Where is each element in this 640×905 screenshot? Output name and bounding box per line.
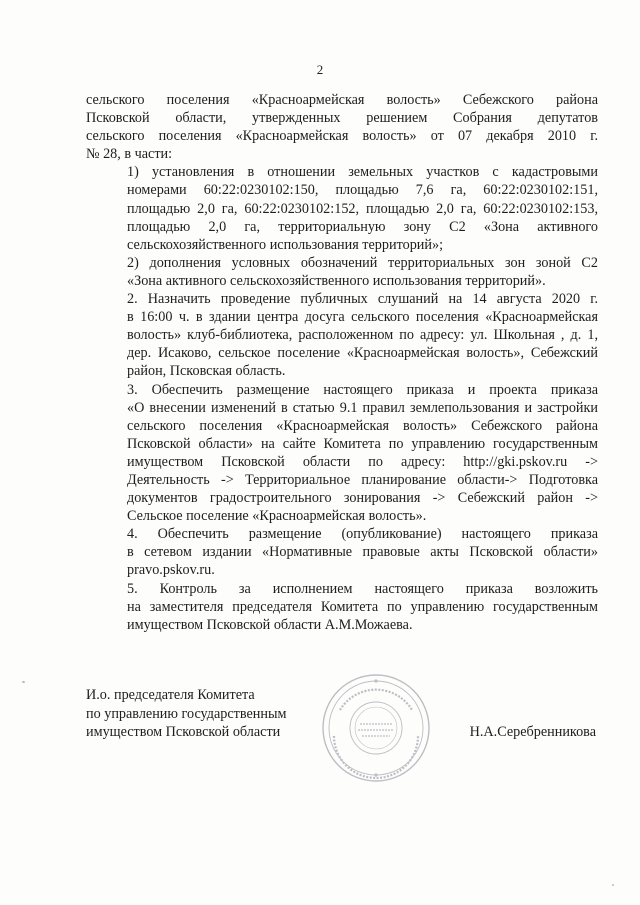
text-line: Псковской области, утвержденных решением Собрания депутатов [86,110,598,127]
text-line: в сетевом издании «Нормативные правовые акты Псковской области» [127,544,598,561]
text-line: дер. Исаково, сельское поселение «Красноармейская волость», Себежский [127,345,598,362]
paragraph [86,254,598,290]
text-line: сельскохозяйственного использования территорий»; [127,236,444,253]
text-line: 2. Назначить проведение публичных слушаний на 14 августа 2020 г. [127,291,598,308]
page-number: 2 [316,62,324,77]
signature-block [86,686,598,806]
paragraph [86,381,598,526]
text-line: площадью 2,0 га, территориальную зону С2 «Зона активного [127,218,598,235]
text-line: волость» клуб-библиотека, расположенном по адресу: ул. Школьная , д. 1, [127,327,598,344]
text-line: документов градостроительного зонирования -> Себежский район -> [127,490,598,507]
text-line: сельского поселения «Красноармейская волость» Себежского района [86,92,598,108]
text-line: № 28, в части: [86,146,173,163]
text-line: площадью 2,0 га, 60:22:0230102:152, площадью 2,0 га, 60:22:0230102:153, [127,200,598,217]
document-body [86,91,598,634]
text-line: «О внесении изменений в статью 9.1 правил землепользования и застройки [127,399,598,416]
text-line: на заместителя председателя Комитета по управлению государственным [127,598,598,615]
text-line: район, Псковская область. [127,363,286,380]
text-line: 3. Обеспечить размещение настоящего приказа и проекта приказа [127,381,598,398]
text-line: 5. Контроль за исполнением настоящего приказа возложить [127,580,598,597]
seal-stamp-icon [320,672,432,784]
paragraph [86,580,598,634]
position-line: имуществом Псковской области [86,724,281,740]
text-line: Деятельность -> Территориальное планирование области-> Подготовка [127,471,598,488]
text-line: «Зона активного сельскохозяйственного использования территорий». [127,272,546,289]
signatory-position [86,686,286,742]
position-line: И.о. председателя Комитета [86,687,255,703]
text-line: сельского поселения «Красноармейская волость» Себежского района [127,417,598,434]
paragraph [86,91,598,163]
signatory-name: Н.А.Серебренникова [469,724,596,740]
paragraph [86,290,598,380]
text-line: имуществом Псковской области А.М.Можаева. [127,616,413,633]
text-line: 2) дополнения условных обозначений территориальных зон зоной С2 [127,254,598,271]
text-line: номерами 60:22:0230102:150, площадью 7,6 га, 60:22:0230102:151, [127,182,598,199]
scan-speck [612,884,614,886]
text-line: 1) установления в отношении земельных участков с кадастровыми [127,164,598,181]
text-line: Псковской области» на сайте Комитета по управлению государственным [127,435,598,452]
scan-speck [22,681,25,683]
text-line: Сельское поселение «Красноармейская волость». [127,508,427,525]
paragraph [86,163,598,253]
text-line: 4. Обеспечить размещение (опубликование) настоящего приказа [127,526,598,543]
text-line: в 16:00 ч. в здании центра досуга сельского поселения «Красноармейская [127,309,598,326]
text-line: сельского поселения «Красноармейская волость» от 07 декабря 2010 г. [86,128,598,145]
position-line: по управлению государственным [86,705,287,722]
text-line: имуществом Псковской области по адресу: http://gki.pskov.ru -> [127,453,598,470]
paragraph [86,525,598,579]
text-line: pravo.pskov.ru. [127,562,215,579]
